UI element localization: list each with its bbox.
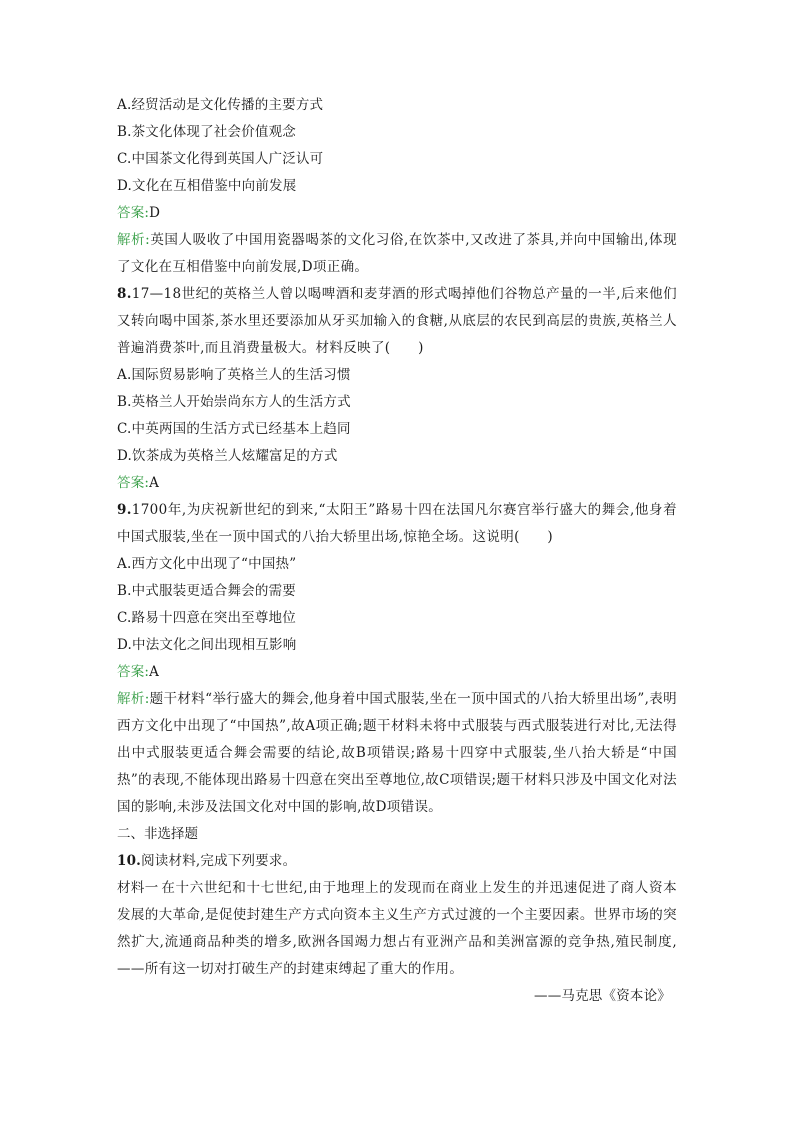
q8-option-a: A.国际贸易影响了英格兰人的生活习惯 [117,367,351,383]
q9-analysis-label: 解析: [117,691,150,707]
q8-stem-text: 17—18世纪的英格兰人曾以喝啤酒和麦芽酒的形式喝掉他们谷物总产量的一半,后来他们又转向喝中国茶,茶水里还要添加从牙买加输入的食糖,从底层的农民到高层的贵族,英格兰人普遍消费茶叶,而且消费量极大。材料反映了( ) [117,286,677,356]
q10-material-text: 在十六世纪和十七世纪,由于地理上的发现而在商业上发生的并迅速促进了商人资本发展的大革命,是促使封建生产方式向资本主义生产方式过渡的一个主要因素。世界市场的突然扩大,流通商品种类的增多,欧洲各国竭力想占有亚洲产品和美洲富源的竞争热,殖民制度,——所有这一切对打破生产的封建束缚起了重大的作用。 [117,880,677,977]
section-title: 二、非选择题 [117,826,198,842]
q9-analysis [117,686,677,821]
q10-material-label: 材料一 [117,880,159,896]
q7-option-a: A.经贸活动是文化传播的主要方式 [117,97,324,113]
q7-analysis-text: 英国人吸收了中国用瓷器喝茶的文化习俗,在饮茶中,又改进了茶具,并向中国输出,体现了文化在互相借鉴中向前发展,D项正确。 [117,232,677,275]
q9-number: 9. [117,502,132,518]
q9-stem-text: 1700年,为庆祝新世纪的到来,“太阳王”路易十四在法国凡尔赛宫举行盛大的舞会,他身着中国式服装,坐在一顶中国式的八抬大轿里出场,惊艳全场。这说明( ) [117,502,677,545]
q10-stem-text: 阅读材料,完成下列要求。 [141,853,297,869]
q9-option-d: D.中法文化之间出现相互影响 [117,637,297,653]
q7-analysis-label: 解析: [117,232,151,248]
q7-analysis [117,227,677,281]
q10-material [117,875,677,983]
q8-answer-label: 答案: [117,475,150,491]
q8-stem [117,281,677,362]
q8-option-c: C.中英两国的生活方式已经基本上趋同 [117,421,351,437]
q10-source: ——马克思《资本论》 [534,988,671,1004]
q7-option-b: B.茶文化体现了社会价值观念 [117,124,297,140]
q7-option-c: C.中国茶文化得到英国人广泛认可 [117,151,324,167]
q10-number: 10. [117,853,142,869]
q9-stem [117,497,677,551]
q8-number: 8. [117,286,132,302]
q7-answer-value: D [149,205,161,221]
q9-option-b: B.中式服装更适合舞会的需要 [117,583,297,599]
q10-stem [117,848,677,875]
q8-answer [117,470,677,497]
q9-answer-label: 答案: [117,664,150,680]
q8-answer-value: A [149,475,160,491]
q7-option-d: D.文化在互相借鉴中向前发展 [117,178,297,194]
q8-option-b: B.英格兰人开始崇尚东方人的生活方式 [117,394,351,410]
q9-option-a: A.西方文化中出现了“中国热” [117,556,297,572]
q7-answer-label: 答案: [117,205,150,221]
document-page [117,92,677,1010]
q9-option-c: C.路易十四意在突出至尊地位 [117,610,296,626]
q8-option-d: D.饮茶成为英格兰人炫耀富足的方式 [117,448,338,464]
q9-answer [117,659,677,686]
q9-answer-value: A [149,664,160,680]
q9-analysis-text: 题干材料“举行盛大的舞会,他身着中国式服装,坐在一顶中国式的八抬大轿里出场”,表明西方文化中出现了“中国热”,故A项正确;题干材料未将中式服装与西式服装进行对比,无法得出中式服装更适合舞会需要的结论,故B项错误;路易十四穿中式服装,坐八抬大轿是“中国热”的表现,不能体现出路易十四意在突出至尊地位,故C项错误;题干材料只涉及中国文化对法国的影响,未涉及法国文化对中国的影响,故D项错误。 [117,691,677,815]
q7-answer [117,200,677,227]
